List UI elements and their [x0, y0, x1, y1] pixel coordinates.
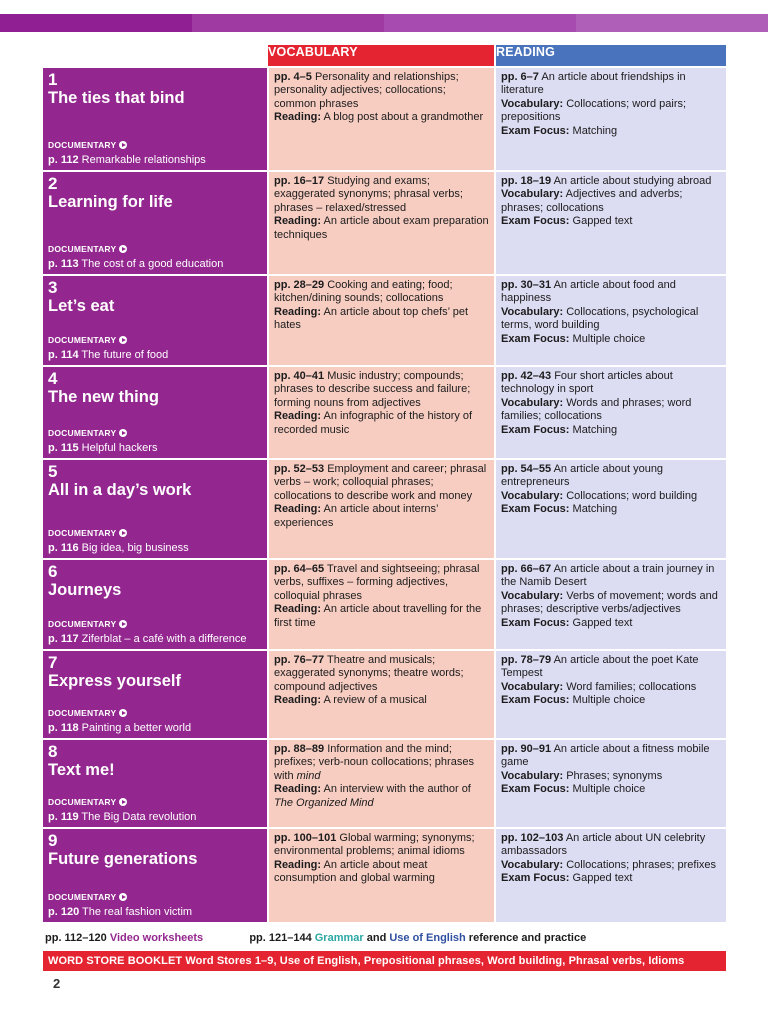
- vocabulary-cell: [268, 67, 495, 171]
- entry-text: An interview with the author of: [321, 783, 471, 796]
- entry-bold-label: pp. 64–65: [274, 563, 325, 575]
- documentary-page-number: p. 116: [48, 542, 79, 554]
- entry-text: Music industry; compounds; phrases to describe success and failure; forming nouns from adjectives: [274, 370, 471, 409]
- reading-cell: [495, 171, 726, 275]
- documentary-title: Remarkable relationships: [78, 154, 206, 166]
- documentary-title: The Big Data revolution: [78, 811, 197, 823]
- unit-title: All in a day’s work: [48, 481, 192, 499]
- entry-text: Word families; collocations: [563, 680, 697, 693]
- vocabulary-text: [269, 560, 494, 630]
- unit-row: [43, 459, 726, 559]
- documentary-label: [48, 892, 127, 902]
- unit-title: Let’s eat: [48, 297, 115, 315]
- entry-line: [274, 694, 490, 707]
- documentary-page-link[interactable]: [48, 154, 206, 167]
- entry-bold-label: Reading:: [274, 858, 322, 871]
- entry-text: Personality and relationships; personality adjectives; collocations; common phrases: [274, 71, 459, 110]
- entry-text: Matching: [569, 423, 618, 436]
- entry-line: [274, 654, 490, 694]
- entry-line: [501, 370, 722, 397]
- entry-line: [274, 111, 490, 124]
- entry-text: An article about exam preparation techniques: [274, 215, 489, 241]
- unit-title: The new thing: [48, 388, 159, 406]
- entry-bold-label: pp. 78–79: [501, 654, 552, 666]
- unit-row: [43, 171, 726, 275]
- entry-text: An article about travelling for the first time: [274, 603, 482, 629]
- reading-cell: [495, 559, 726, 650]
- documentary-text: DOCUMENTARY: [48, 528, 117, 538]
- entry-text: An infographic of the history of recorded music: [274, 410, 473, 436]
- reading-text: [496, 68, 726, 138]
- reading-text: [496, 460, 726, 517]
- entry-bold-label: Reading:: [274, 410, 322, 423]
- entry-line: [501, 872, 722, 885]
- entry-bold-label: Exam Focus:: [501, 423, 570, 436]
- entry-text: Theatre and musicals; exaggerated synonyms; theatre words; compound adjectives: [274, 654, 464, 693]
- unit-row: [43, 275, 726, 366]
- vocabulary-text: [269, 276, 494, 333]
- entry-text: An article about UN celebrity ambassadors: [501, 832, 706, 858]
- documentary-page-link[interactable]: [48, 722, 191, 735]
- vocabulary-cell: [268, 650, 495, 739]
- reading-cell: [495, 366, 726, 459]
- documentary-text: DOCUMENTARY: [48, 140, 117, 150]
- entry-bold-label: pp. 4–5: [274, 71, 312, 83]
- unit-row: [43, 559, 726, 650]
- entry-text: Verbs of movement; words and phrases; descriptive verbs/adjectives: [501, 589, 718, 616]
- entry-bold-label: Reading:: [274, 603, 322, 616]
- entry-line: [501, 490, 722, 503]
- entry-bold-label: Vocabulary:: [501, 489, 564, 502]
- reading-header: READING: [495, 45, 726, 67]
- documentary-title: Helpful hackers: [78, 442, 158, 454]
- entry-bold-label: Exam Focus:: [501, 694, 570, 707]
- entry-bold-label: pp. 100–101: [274, 832, 337, 844]
- entry-line: [501, 424, 722, 437]
- grammar-pages: pp. 121–144: [249, 932, 312, 944]
- entry-text: Multiple choice: [569, 694, 646, 707]
- entry-line: [501, 71, 722, 98]
- entry-text: An article about interns’ experiences: [274, 503, 439, 529]
- entry-line: [274, 859, 490, 886]
- entry-text: An article about top chefs’ pet hates: [274, 305, 469, 332]
- entry-line: [501, 463, 722, 490]
- documentary-title: Big idea, big business: [78, 542, 189, 554]
- play-icon: [119, 798, 127, 806]
- unit-row: [43, 828, 726, 923]
- entry-text: An article about young entrepreneurs: [501, 463, 664, 489]
- reading-cell: [495, 828, 726, 923]
- documentary-page-number: p. 118: [48, 722, 79, 734]
- entry-line: [501, 215, 722, 228]
- entry-text: A review of a musical: [321, 694, 427, 707]
- play-icon: [119, 429, 127, 437]
- header-blank: [43, 45, 268, 67]
- unit-cell[interactable]: [43, 739, 268, 828]
- entry-bold-label: pp. 40–41: [274, 370, 325, 382]
- documentary-page-number: p. 114: [48, 349, 79, 361]
- entry-bold-label: Exam Focus:: [501, 215, 570, 228]
- entry-bold-label: Reading:: [274, 783, 322, 796]
- entry-bold-label: Vocabulary:: [501, 305, 564, 318]
- documentary-text: DOCUMENTARY: [48, 244, 117, 254]
- entry-bold-label: pp. 30–31: [501, 279, 552, 291]
- unit-cell[interactable]: [43, 366, 268, 459]
- documentary-text: DOCUMENTARY: [48, 708, 117, 718]
- documentary-title: Painting a better world: [78, 722, 192, 734]
- vocabulary-cell: [268, 459, 495, 559]
- documentary-page-number: p. 112: [48, 154, 79, 166]
- entry-line: [274, 603, 490, 630]
- documentary-text: DOCUMENTARY: [48, 335, 117, 345]
- reading-text: [496, 829, 726, 886]
- reading-cell: [495, 67, 726, 171]
- unit-title: Future generations: [48, 850, 198, 868]
- footer-and: and: [363, 932, 390, 944]
- entry-text: Words and phrases; word families; collocations: [501, 396, 692, 423]
- video-pages: pp. 112–120: [45, 932, 107, 944]
- unit-title: Learning for life: [48, 193, 173, 211]
- documentary-label: [48, 140, 127, 150]
- vocabulary-text: [269, 68, 494, 125]
- entry-line: [501, 617, 722, 630]
- entry-bold-label: Vocabulary:: [501, 858, 564, 871]
- unit-title: Express yourself: [48, 672, 181, 690]
- top-bar-segment: [0, 14, 192, 32]
- entry-bold-label: Exam Focus:: [501, 332, 570, 345]
- entry-line: [501, 694, 722, 707]
- entry-text: Phrases; synonyms: [563, 769, 663, 782]
- entry-line: [274, 306, 490, 333]
- entry-line: [274, 370, 490, 410]
- entry-text: Collocations; word building: [563, 489, 698, 502]
- unit-row: [43, 67, 726, 171]
- documentary-title: The future of food: [78, 349, 169, 361]
- contents-table: [43, 45, 726, 924]
- entry-bold-label: pp. 76–77: [274, 654, 325, 666]
- entry-bold-label: Vocabulary:: [501, 97, 564, 110]
- entry-text: An article about friendships in literature: [501, 71, 686, 97]
- documentary-text: DOCUMENTARY: [48, 619, 117, 629]
- entry-text: Matching: [569, 503, 618, 516]
- entry-text: An article about a fitness mobile game: [501, 743, 710, 769]
- documentary-label: [48, 708, 127, 718]
- unit-number: 2: [48, 174, 58, 193]
- documentary-page-link[interactable]: [48, 811, 196, 824]
- entry-italic: mind: [296, 769, 321, 782]
- entry-line: [501, 563, 722, 590]
- entry-line: [274, 410, 490, 437]
- unit-cell[interactable]: [43, 559, 268, 650]
- documentary-page-number: p. 115: [48, 442, 79, 454]
- unit-row: [43, 739, 726, 828]
- play-icon: [119, 529, 127, 537]
- entry-text: Gapped text: [569, 215, 633, 228]
- footer-reference-text: reference and practice: [465, 932, 587, 944]
- entry-line: [274, 279, 490, 306]
- vocabulary-text: [269, 367, 494, 437]
- entry-text: Four short articles about technology in sport: [501, 370, 673, 396]
- play-icon: [119, 245, 127, 253]
- vocabulary-text: [269, 651, 494, 708]
- entry-text: Cooking and eating; food; kitchen/dining sounds; collocations: [274, 279, 453, 305]
- entry-line: [274, 175, 490, 215]
- top-bar-segment: [192, 14, 384, 32]
- reading-text: [496, 172, 726, 229]
- entry-bold-label: pp. 102–103: [501, 832, 564, 844]
- video-grammar-reference: [45, 932, 586, 944]
- reading-text: [496, 560, 726, 630]
- vocabulary-cell: [268, 828, 495, 923]
- documentary-text: DOCUMENTARY: [48, 428, 117, 438]
- entry-line: [501, 681, 722, 694]
- unit-cell[interactable]: [43, 67, 268, 171]
- entry-text: An article about the poet Kate Tempest: [501, 654, 699, 680]
- reading-cell: [495, 459, 726, 559]
- entry-line: [274, 563, 490, 603]
- unit-number: 6: [48, 562, 58, 581]
- documentary-text: DOCUMENTARY: [48, 797, 117, 807]
- reading-text: [496, 276, 726, 346]
- documentary-page-link[interactable]: [48, 906, 192, 919]
- entry-bold-label: Reading:: [274, 694, 322, 707]
- entry-text: Multiple choice: [569, 332, 646, 345]
- unit-cell[interactable]: [43, 828, 268, 923]
- documentary-label: [48, 428, 127, 438]
- top-color-bar: [0, 14, 768, 32]
- entry-line: [501, 188, 722, 215]
- documentary-page-link[interactable]: [48, 258, 223, 271]
- entry-bold-label: Vocabulary:: [501, 188, 564, 201]
- unit-number: 1: [48, 70, 58, 89]
- vocabulary-cell: [268, 275, 495, 366]
- unit-cell[interactable]: [43, 650, 268, 739]
- entry-bold-label: Exam Focus:: [501, 124, 570, 137]
- play-icon: [119, 893, 127, 901]
- entry-line: [274, 832, 490, 859]
- use-of-english-link[interactable]: Use of English: [389, 932, 466, 944]
- entry-line: [501, 859, 722, 872]
- grammar-link[interactable]: Grammar: [314, 932, 364, 944]
- documentary-page-link[interactable]: [48, 542, 189, 555]
- entry-bold-label: Reading:: [274, 215, 322, 228]
- documentary-page-link[interactable]: [48, 633, 247, 646]
- vocabulary-header: VOCABULARY: [268, 45, 495, 67]
- word-store-booklet-bar: WORD STORE BOOKLET Word Stores 1–9, Use of English, Prepositional phrases, Word building, Phrasal verbs, Idioms: [43, 951, 726, 971]
- entry-line: [274, 71, 490, 111]
- documentary-title: The real fashion victim: [79, 906, 193, 918]
- unit-cell[interactable]: [43, 275, 268, 366]
- entry-italic: The Organized Mind: [274, 796, 374, 809]
- entry-bold-label: Vocabulary:: [501, 680, 564, 693]
- entry-bold-label: Reading:: [274, 503, 322, 516]
- documentary-page-number: p. 113: [48, 258, 79, 270]
- documentary-text: DOCUMENTARY: [48, 892, 117, 902]
- entry-line: [501, 832, 722, 859]
- entry-text: Travel and sightseeing; phrasal verbs, suffixes – forming adjectives, colloquial phrases: [274, 563, 480, 602]
- entry-bold-label: pp. 16–17: [274, 175, 325, 187]
- unit-number: 4: [48, 369, 58, 388]
- entry-line: [274, 463, 490, 503]
- entry-line: [501, 654, 722, 681]
- entry-line: [501, 333, 722, 346]
- entry-line: [501, 98, 722, 125]
- entry-line: [501, 397, 722, 424]
- entry-text: Multiple choice: [569, 783, 646, 796]
- entry-line: [501, 306, 722, 333]
- entry-text: An article about meat consumption and global warming: [274, 858, 435, 885]
- unit-row: [43, 366, 726, 459]
- entry-bold-label: pp. 28–29: [274, 279, 325, 291]
- entry-bold-label: Exam Focus:: [501, 783, 570, 796]
- entry-bold-label: pp. 88–89: [274, 743, 325, 755]
- vocabulary-text: [269, 172, 494, 242]
- entry-bold-label: Vocabulary:: [501, 589, 564, 602]
- entry-text: Adjectives and adverbs; phrases; collocations: [501, 188, 683, 214]
- entry-text: A blog post about a grandmother: [321, 111, 484, 124]
- entry-line: [501, 125, 722, 138]
- entry-bold-label: Exam Focus:: [501, 503, 570, 516]
- vocabulary-cell: [268, 559, 495, 650]
- reading-text: [496, 367, 726, 437]
- entry-bold-label: Reading:: [274, 111, 322, 124]
- entry-bold-label: Vocabulary:: [501, 396, 564, 409]
- unit-cell[interactable]: [43, 459, 268, 559]
- reading-cell: [495, 650, 726, 739]
- entry-line: [274, 503, 490, 530]
- entry-line: [274, 783, 490, 810]
- documentary-page-number: p. 117: [48, 633, 79, 645]
- vocabulary-cell: [268, 171, 495, 275]
- documentary-page-link[interactable]: [48, 442, 157, 455]
- unit-title: Journeys: [48, 581, 122, 599]
- unit-title: The ties that bind: [48, 89, 185, 107]
- play-icon: [119, 336, 127, 344]
- reading-text: [496, 740, 726, 797]
- top-bar-segment: [576, 14, 768, 32]
- entry-bold-label: pp. 66–67: [501, 563, 552, 575]
- play-icon: [119, 141, 127, 149]
- entry-text: Matching: [569, 124, 618, 137]
- vocabulary-text: [269, 740, 494, 810]
- entry-line: [501, 175, 722, 188]
- documentary-label: [48, 244, 127, 254]
- play-icon: [119, 709, 127, 717]
- entry-bold-label: pp. 18–19: [501, 175, 552, 187]
- entry-text: Gapped text: [569, 872, 633, 885]
- entry-line: [274, 215, 490, 242]
- entry-text: An article about food and happiness: [501, 279, 676, 305]
- documentary-label: [48, 619, 127, 629]
- entry-text: Employment and career; phrasal verbs – work; colloquial phrases; collocations to describe work and money: [274, 463, 487, 502]
- entry-text: An article about a train journey in the Namib Desert: [501, 563, 715, 589]
- entry-bold-label: Exam Focus:: [501, 872, 570, 885]
- entry-bold-label: Vocabulary:: [501, 769, 564, 782]
- documentary-page-link[interactable]: [48, 349, 168, 362]
- documentary-title: The cost of a good education: [78, 258, 224, 270]
- entry-line: [501, 743, 722, 770]
- entry-line: [501, 783, 722, 796]
- reading-text: [496, 651, 726, 708]
- entry-line: [501, 279, 722, 306]
- reading-cell: [495, 739, 726, 828]
- entry-bold-label: pp. 42–43: [501, 370, 552, 382]
- unit-title: Text me!: [48, 761, 115, 779]
- entry-text: Studying and exams; exaggerated synonyms; phrasal verbs; phrases – relaxed/stressed: [274, 175, 463, 214]
- entry-bold-label: Exam Focus:: [501, 616, 570, 629]
- vocabulary-cell: [268, 739, 495, 828]
- top-bar-segment: [384, 14, 576, 32]
- unit-number: 3: [48, 278, 58, 297]
- page-number: 2: [53, 976, 61, 991]
- entry-text: Collocations; phrases; prefixes: [563, 858, 717, 871]
- entry-bold-label: pp. 6–7: [501, 71, 539, 83]
- entry-line: [501, 590, 722, 617]
- entry-bold-label: pp. 52–53: [274, 463, 325, 475]
- reading-cell: [495, 275, 726, 366]
- entry-text: Collocations; word pairs; prepositions: [501, 97, 687, 124]
- documentary-label: [48, 528, 127, 538]
- unit-number: 8: [48, 742, 58, 761]
- entry-line: [501, 503, 722, 516]
- video-worksheets-link[interactable]: Video worksheets: [109, 932, 204, 944]
- unit-number: 5: [48, 462, 58, 481]
- entry-text: Information and the mind; prefixes; verb-noun collocations; phrases with: [274, 743, 474, 782]
- vocabulary-cell: [268, 366, 495, 459]
- entry-text: Gapped text: [569, 616, 633, 629]
- vocabulary-text: [269, 460, 494, 530]
- entry-line: [501, 770, 722, 783]
- entry-text: Collocations, psychological terms, word building: [501, 305, 699, 332]
- documentary-title: Ziferblat – a café with a difference: [78, 633, 247, 645]
- entry-text: An article about studying abroad: [551, 175, 712, 187]
- documentary-page-number: p. 120: [48, 906, 80, 918]
- vocabulary-text: [269, 829, 494, 886]
- documentary-label: [48, 797, 127, 807]
- documentary-label: [48, 335, 127, 345]
- play-icon: [119, 620, 127, 628]
- entry-line: [274, 743, 490, 783]
- entry-bold-label: Reading:: [274, 305, 322, 318]
- unit-number: 9: [48, 831, 58, 850]
- unit-row: [43, 650, 726, 739]
- entry-bold-label: pp. 54–55: [501, 463, 552, 475]
- documentary-page-number: p. 119: [48, 811, 79, 823]
- unit-number: 7: [48, 653, 58, 672]
- unit-cell[interactable]: [43, 171, 268, 275]
- entry-text: Global warming; synonyms; environmental problems; animal idioms: [274, 832, 475, 858]
- entry-bold-label: pp. 90–91: [501, 743, 552, 755]
